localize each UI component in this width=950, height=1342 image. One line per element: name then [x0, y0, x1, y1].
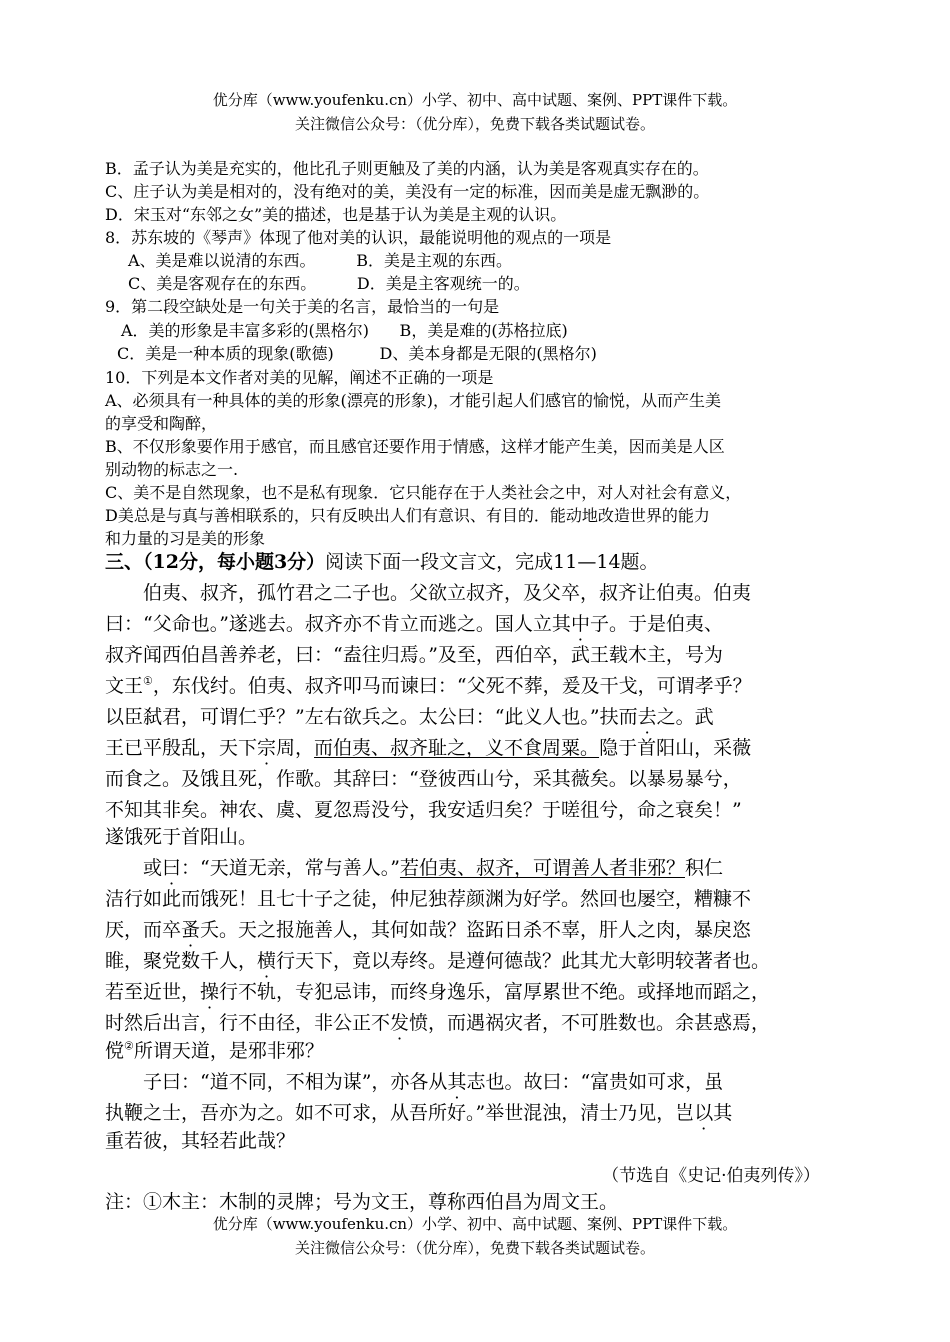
- passage-p1-line-4: [105, 671, 752, 702]
- passage-p1-line-1: 伯夷、叔齐，孤竹君之二子也。父欲立叔齐，及父卒，叔齐让伯夷。伯夷: [143, 582, 752, 604]
- text-run: 子。于是伯夷、: [589, 613, 723, 635]
- emphasis-dot-char: 宗: [257, 737, 277, 759]
- text-run: 志也。故曰：“富贵如可求，虽: [466, 1071, 724, 1093]
- passage-p1-line-8: 不知其非矣。神农、虞、夏忽焉没兮，我安适归矣？于嗟徂兮，命之衰矣！”: [105, 799, 742, 821]
- emphasis-dot-char: 去: [637, 706, 657, 728]
- text-run: 子曰：“道不同，不相为谋”，亦各从: [143, 1071, 448, 1093]
- q8-options-row-1: A、美是难以说清的东西。 B．美是主观的东西。: [128, 251, 513, 270]
- text-run: 其: [713, 1102, 733, 1124]
- q9-options-row-2: C．美是一种本质的现象(歌德) D、美本身都是无限的(黑格尔): [117, 344, 597, 363]
- passage-source: （节选自《史记·伯夷列传》）: [602, 1166, 820, 1186]
- text-run: 睢，聚党数千人，: [105, 950, 258, 972]
- text-run: 隐于首阳山，采薇: [599, 737, 752, 759]
- watermark-header-top: [0, 88, 950, 136]
- text-run: 文王: [105, 675, 144, 697]
- q10-option-d-line-1: D美总是与真与善相联系的，只有反映出人们有意识、有目的．能动地改造世界的能力: [105, 506, 710, 525]
- emphasis-dot-char: 中: [570, 613, 590, 635]
- q7-option-c: C、庄子认为美是相对的，没有绝对的美，美没有一定的标准，因而美是虚无飘渺的。: [105, 182, 710, 201]
- q10-option-a-line-2: 的享受和陶醉，: [105, 414, 218, 433]
- passage-p1-line-9: 遂饿死于首阳山。: [105, 826, 258, 848]
- text-run: 傥: [105, 1040, 125, 1062]
- passage-p1-line-7: 而食之。及饿且死，作歌。其辞曰：“登彼西山兮，采其薇矣。以暴易暴兮，: [105, 768, 742, 790]
- passage-p2-line-2: 洁行如此而饿死！且七十子之徒，仲尼独荐颜渊为好学。然回也屡空，糟糠不: [105, 888, 752, 910]
- q10-option-b-line-1: B、不仅形象要作用于感官，而且感官还要作用于情感，这样才能产生美，因而美是人区: [105, 437, 725, 456]
- passage-p1-line-6: [105, 733, 751, 764]
- q10-stem: 10．下列是本文作者对美的见解，阐述不正确的一项是: [105, 368, 494, 387]
- text-run: 愤，而遇祸灾者，不可胜数也。余甚惑焉，: [409, 1012, 771, 1034]
- text-run: 所谓天道，是邪非邪？: [133, 1040, 324, 1062]
- q7-option-b: B．孟子认为美是充实的，他比孔子则更触及了美的内涵，认为美是客观真实存在的。: [105, 159, 709, 178]
- q9-stem: 9．第二段空缺处是一句关于美的名言，最恰当的一句是: [105, 297, 500, 316]
- text-run: 夭。天之报施善人，其何如哉？盗跖日杀不辜，肝人之肉，暴戾恣: [200, 919, 752, 941]
- text-run: 周，: [276, 737, 315, 759]
- section-3-heading-bold: 三、（12分，每小题3分）: [105, 551, 326, 573]
- emphasis-dot-char: 蚤: [181, 919, 201, 941]
- passage-p2-line-6: [105, 1008, 770, 1039]
- section-3-heading: [105, 547, 659, 578]
- q10-option-c-line-1: C、美不是自然现象，也不是私有现象．它只能存在于人类社会之中，对人对社会有意义，: [105, 483, 742, 502]
- q7-option-d: D．宋玉对“东邻之女”美的描述，也是基于认为美是主观的认识。: [105, 205, 567, 224]
- q8-options-row-2: C、美是客观存在的东西。 D．美是主客观统一的。: [128, 274, 530, 293]
- emphasis-dot-char: 横: [257, 950, 277, 972]
- text-run: 行不轨，专犯忌讳，而终身逸乐，富厚累世不绝。或择地而蹈之，: [219, 981, 771, 1003]
- watermark-line-2: 关注微信公众号：（优分库），免费下载各类试题试卷。: [294, 1239, 655, 1257]
- q10-option-b-line-2: 别动物的标志之一.: [105, 460, 239, 479]
- passage-p3-line-3: 重若彼，其轻若此哉？: [105, 1130, 296, 1152]
- q10-option-a-line-1: A、必须具有一种具体的美的形象(漂亮的形象)，才能引起人们感官的愉悦，从而产生美: [105, 391, 722, 410]
- emphasis-dot-char: 曰: [162, 857, 182, 879]
- text-run: 时然后出言，行不由径，非公正不: [105, 1012, 391, 1034]
- emphasis-dot-char: 其: [447, 1071, 467, 1093]
- section-3-heading-instructions: 阅读下面一段文言文，完成11—14题。: [325, 551, 659, 573]
- emphasis-dot-char: 操: [200, 981, 220, 1003]
- passage-p2-line-7: [105, 1036, 324, 1067]
- passage-p1-line-2: [105, 609, 723, 640]
- text-run: ：“天道无亲，常与善人。”: [181, 857, 400, 879]
- emphasis-dot-char: 发: [390, 1012, 410, 1034]
- passage-p2-line-1: [105, 853, 723, 884]
- emphasis-dot-char: 以: [694, 1102, 714, 1124]
- footnote-marker-2: ②: [124, 1039, 134, 1053]
- text-run: 以臣弑君，可谓仁乎？”左右欲兵之。太公曰：“此义人也。”扶而: [105, 706, 638, 728]
- text-run: 或: [143, 857, 163, 879]
- q8-stem: 8．苏东坡的《琴声》体现了他对美的认识，最能说明他的观点的一项是: [105, 228, 612, 247]
- q10-option-d-line-2: 和力量的习是美的形象: [105, 529, 266, 548]
- passage-p2-line-5: [105, 977, 770, 1008]
- watermark-line-1: 优分库（www.youfenku.cn）小学、初中、高中试题、案例、PPT课件下载。: [212, 91, 738, 109]
- passage-p2-line-3: [105, 915, 751, 946]
- passage-footnote: 注：①木主：木制的灵牌；号为文王，尊称西伯昌为周文王。: [105, 1191, 619, 1213]
- passage-p3-line-2: [105, 1098, 732, 1129]
- text-run: 执鞭之士，吾亦为之。如不可求，从吾所好。”举世混浊，清士乃见，岂: [105, 1102, 695, 1124]
- underlined-sentence-1: 而伯夷、叔齐耻之，义不食周粟。: [314, 737, 600, 759]
- text-run: ，东伐纣。伯夷、叔齐叩马而谏曰：“父死不葬，爰及干戈，可谓孝乎？: [152, 675, 752, 697]
- footnote-marker-1: ①: [143, 674, 153, 688]
- q9-options-row-1: A．美的形象是丰富多彩的(黑格尔) B，美是难的(苏格拉底): [121, 321, 568, 340]
- text-run: 之。武: [656, 706, 714, 728]
- text-run: 行天下，竟以寿终。是遵何德哉？此其尤大彰明较著者也。: [276, 950, 771, 972]
- underlined-sentence-2: 若伯夷、叔齐，可谓善人者非邪？: [399, 857, 685, 879]
- text-run: 王已平殷乱，天下: [105, 737, 258, 759]
- watermark-line-2: 关注微信公众号：（优分库），免费下载各类试题试卷。: [294, 115, 655, 133]
- text-run: 积仁: [684, 857, 723, 879]
- passage-p1-line-5: [105, 702, 714, 733]
- watermark-header-bottom: [0, 1212, 950, 1260]
- text-run: 曰：“父命也。”遂逃去。叔齐亦不肯立而逃之。国人立其: [105, 613, 571, 635]
- text-run: 厌，而卒: [105, 919, 182, 941]
- passage-p3-line-1: [105, 1067, 723, 1098]
- passage-p1-line-3: 叔齐闻西伯昌善养老，曰：“盍往归焉。”及至，西伯卒，武王载木主，号为: [105, 644, 723, 666]
- watermark-line-1: 优分库（www.youfenku.cn）小学、初中、高中试题、案例、PPT课件下载。: [212, 1215, 738, 1233]
- text-run: 若至近世，: [105, 981, 201, 1003]
- passage-p2-line-4: [105, 946, 770, 977]
